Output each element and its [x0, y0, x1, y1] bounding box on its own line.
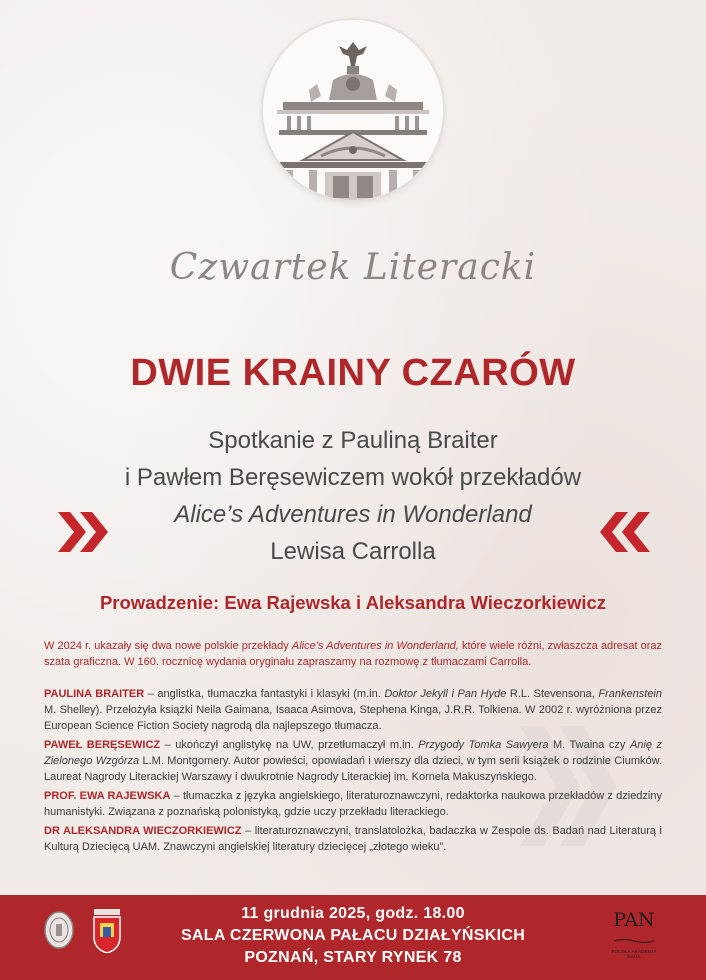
subtitle-line-4: Lewisa Carrolla [270, 538, 436, 565]
bio-text: – anglistka, tłumaczka fantastyki i klasyki (m.in. [144, 688, 385, 700]
chevron-left-icon [596, 512, 650, 552]
subtitle-line-2: i Pawłem Beręsewiczem wokół przekładów [124, 464, 582, 491]
bio-name: DR ALEKSANDRA WIECZORKIEWICZ [44, 825, 242, 837]
bios-section [44, 686, 662, 858]
event-title: DWIE KRAINY CZARÓW [130, 352, 576, 394]
intro-paragraph [44, 638, 662, 670]
bio-text: M. Shelley). Przełożyła książki Neila Gaimana, Isaaca Asimova, Stephena Kinga, J.R.R. Tolkiena. W 2002 r. wyróżniona przez European Science Fiction Society nagrodą dla najlepszego tłumacza. [44, 704, 662, 732]
bio-text: L.M. Montgomery. Autor powieści, opowiadań i wierszy dla dzieci, w tym serii książek o rodzinie Ciumków. Laureat Nagrody Literackiej Warszawy i dwukrotnie Nagrody Literackiej im. Kornela Makuszyńskiego. [44, 755, 662, 783]
event-date: 11 grudnia 2025, godz. 18.00 [241, 905, 465, 922]
moderators: Prowadzenie: Ewa Rajewska i Aleksandra Wieczorkiewicz [99, 592, 607, 613]
logo-flourish-icon [614, 938, 654, 944]
intro-text: W 2024 r. ukazały się dwa nowe polskie przekłady [44, 640, 292, 652]
bio-text: – literaturoznawczyni, translatolożka, badaczka w Zespole ds. Badań nad Literaturą i Kulturą Dziecięcą UAM. Znawczyni angielskiej literatury dziecięcej „złotego wieku”. [44, 825, 663, 853]
bio-ewa-rajewska [44, 788, 662, 820]
event-address: POZNAŃ, STARY RYNEK 78 [244, 949, 462, 966]
subtitle-line-1: Spotkanie z Pauliną Braiter [208, 427, 498, 454]
pan-logo-text: PAN [613, 909, 655, 931]
bio-name: PAWEŁ BERĘSEWICZ [44, 739, 161, 751]
bio-text: M. Twaina czy [548, 739, 630, 751]
pan-logo-subtitle: POLSKA AKADEMIA NAUK [611, 949, 657, 959]
bio-text: – tłumaczka z języka angielskiego, literaturoznawczyni, redaktorka naukowa przekładów z dziedziny humanistyki. Związana z poznańską polonistyką, gdzie uczy przekładu literackiego. [44, 790, 662, 818]
event-footer [0, 895, 706, 980]
bio-name: PAULINA BRAITER [44, 688, 145, 700]
palace-facade-image [263, 20, 443, 200]
bio-name: PROF. EWA RAJEWSKA [44, 790, 171, 802]
bio-aleksandra-wieczorkiewicz [44, 823, 662, 855]
bio-pawel-beresewicz [44, 737, 662, 785]
bio-book: Anię z Zielonego Wzgórza [44, 739, 662, 767]
bio-text: R.L. Stevensona, [506, 688, 599, 700]
series-title: Czwartek Literacki [169, 247, 537, 288]
intro-text: które wiele różni, zwłaszcza adresat oraz szata graficzna. W 160. rocznicę wydania oryginału zapraszamy na rozmowę z tłumaczami Carrolla. [44, 640, 662, 668]
event-details [0, 903, 706, 969]
bio-book: Przygody Tomka Sawyera [418, 739, 549, 751]
intro-book-title: Alice’s Adventures in Wonderland, [291, 640, 459, 652]
pan-logo [606, 909, 662, 959]
bio-book: Doktor Jekyll i Pan Hyde [384, 688, 507, 700]
chevron-right-icon [58, 512, 112, 552]
bio-paulina-braiter [44, 686, 662, 734]
event-venue: SALA CZERWONA PAŁACU DZIAŁYŃSKICH [180, 927, 526, 944]
subtitle-book-title: Alice’s Adventures in Wonderland [174, 501, 532, 528]
bio-book: Frankenstein [598, 688, 662, 700]
bio-text: – ukończył anglistykę na UW, przetłumaczył m.in. [160, 739, 419, 751]
